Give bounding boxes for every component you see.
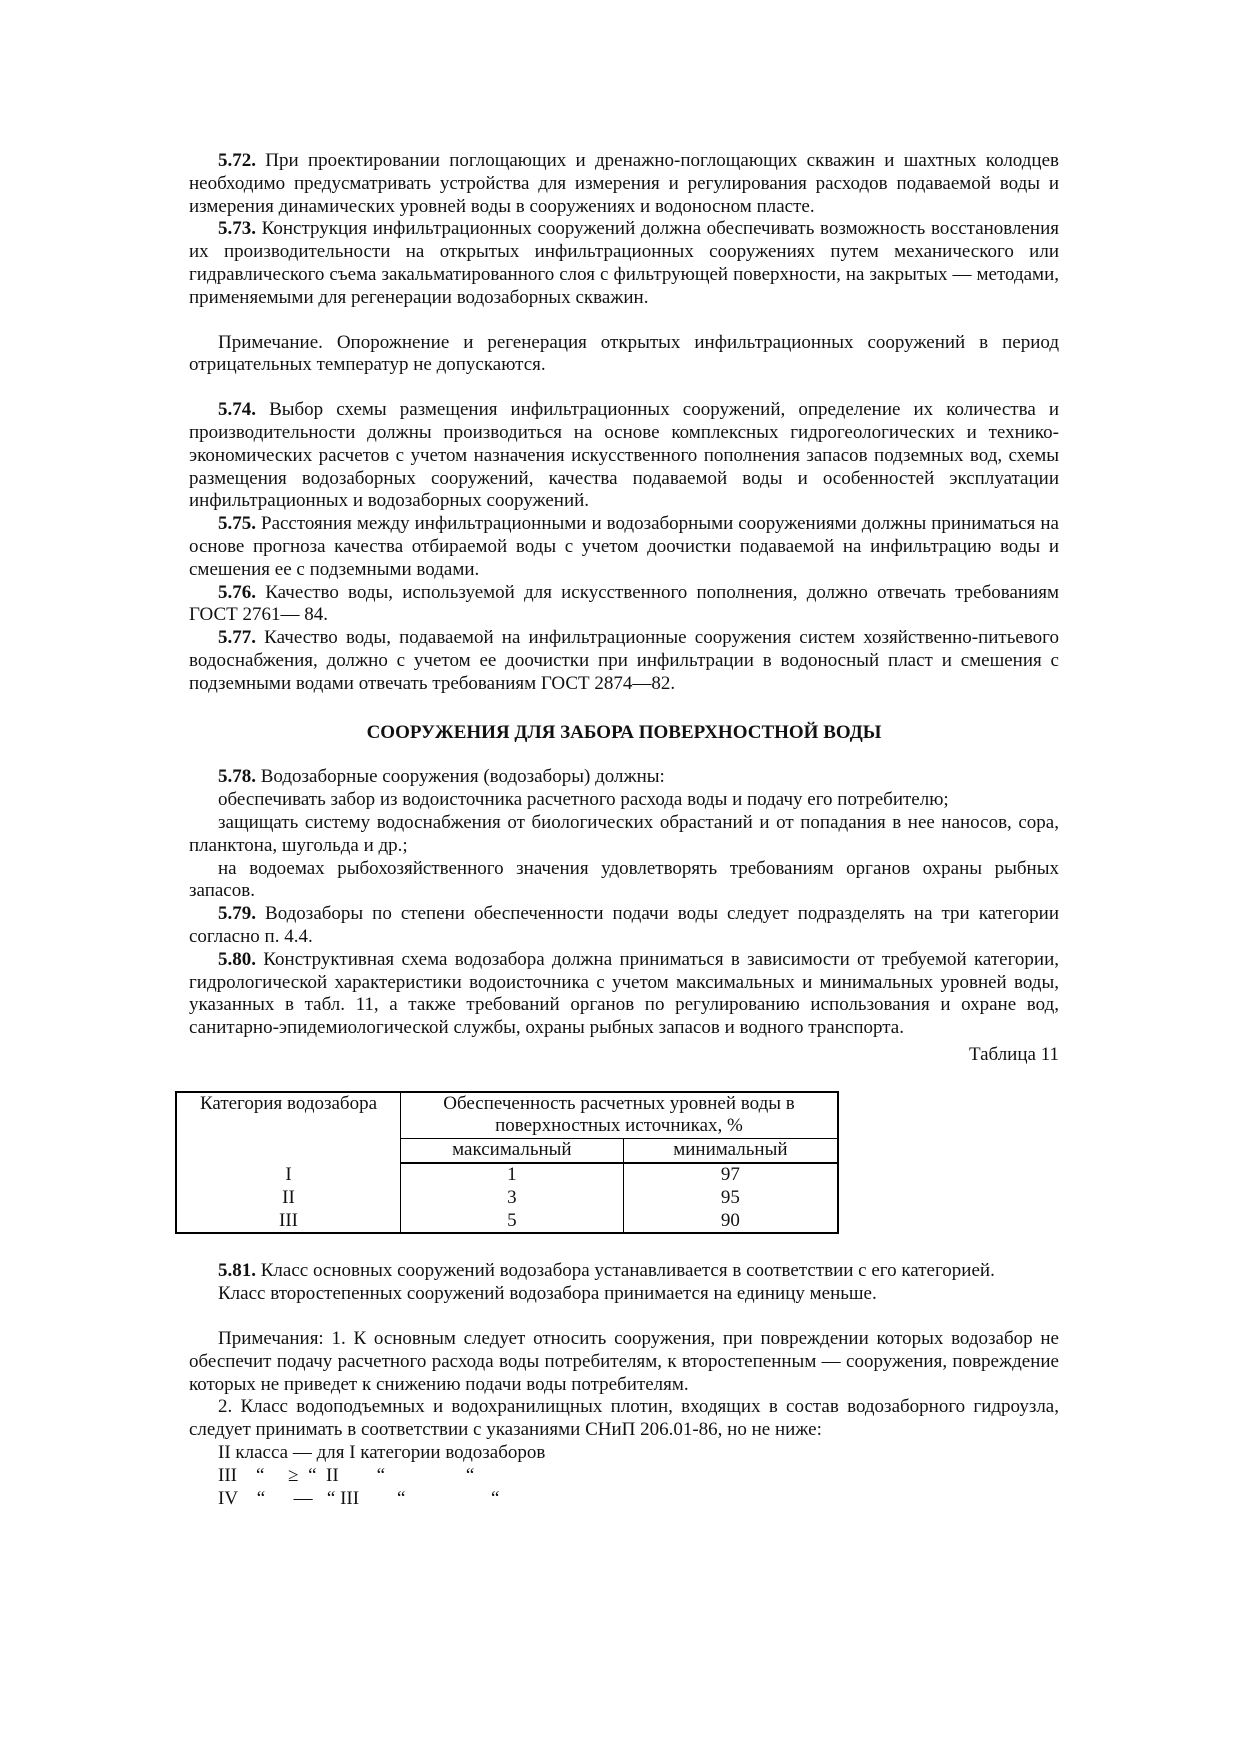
paragraph-5-78-b: защищать систему водоснабжения от биологических обрастаний и от попадания в нее наносов, сора, планктона, шугольда и др.;: [189, 811, 1059, 856]
notes-list-line-2: III “ ≥ “ II “ “: [218, 1464, 475, 1486]
paragraph-5-73: [189, 218, 1059, 309]
paragraph-5-78: [189, 766, 1059, 789]
paragraph-5-72: [189, 150, 1059, 218]
paragraph-5-81-a: Класс второстепенных сооружений водозабора принимается на единицу меньше.: [218, 1283, 877, 1305]
clause-number: 5.75.: [218, 513, 256, 535]
notes-1: Примечания: 1. К основным следует относить сооружения, при повреждении которых водозабор не обеспечит подачу расчетного расхода воды потребителям, к второстепенным — сооружения, повреждение которых не приведет к снижению подачи воды потребителям.: [189, 1328, 1059, 1395]
paragraph-5-76: [189, 582, 1059, 628]
clause-text: Качество воды, используемой для искусственного пополнения, должно отвечать требованиям ГОСТ 2761— 84.: [189, 581, 1059, 626]
clause-text: Водозаборные сооружения (водозаборы) должны:: [260, 766, 665, 788]
paragraph-5-81: [189, 1260, 1059, 1283]
paragraph-5-80: [189, 949, 1059, 1040]
clause-text: Качество воды, подаваемой на инфильтрационные сооружения систем хозяйственно-питьевого водоснабжения, должно с учетом ее доочистки при инфильтрации в водоносный пласт и смешения с подземными водами отвечать требованиям ГОСТ 2874—82.: [189, 627, 1059, 694]
clause-text: Конструкция инфильтрационных сооружений должна обеспечивать возможность восстановления их производительности на открытых инфильтрационных сооружениях путем механического или гидравлического съема закальматированного слоя с фильтрующей поверхности, на закрытых — методами, применяемыми для регенерации водозаборных скважин.: [189, 218, 1060, 308]
section-heading: СООРУЖЕНИЯ ДЛЯ ЗАБОРА ПОВЕРХНОСТНОЙ ВОДЫ: [366, 721, 882, 743]
clause-number: 5.80.: [218, 948, 256, 970]
table-row: [176, 1163, 838, 1187]
table-header-row: [176, 1092, 838, 1139]
paragraph-5-79: [189, 903, 1059, 949]
clause-number: 5.77.: [218, 627, 256, 649]
paragraph-5-78-a: обеспечивать забор из водоисточника расчетного расхода воды и подачу его потребителю;: [218, 789, 949, 811]
clause-text: Расстояния между инфильтрационными и водозаборными сооружениями должны приниматься на основе прогноза качества отбираемой воды с учетом доочистки подаваемой на инфильтрацию воды и смешения ее с подземными водами.: [189, 513, 1059, 580]
note-5-73: Примечание. Опорожнение и регенерация открытых инфильтрационных сооружений в период отрицательных температур не допускаются.: [189, 331, 1059, 376]
table-row: [176, 1187, 838, 1210]
cell-category: III: [176, 1210, 401, 1234]
notes-list-line-3: IV “ — “ III “ “: [218, 1487, 500, 1509]
table-11: [175, 1091, 839, 1235]
notes-2: 2. Класс водоподъемных и водохранилищных плотин, входящих в состав водозаборного гидроузла, следует принимать в соответствии с указаниями СНиП 206.01-86, но не ниже:: [189, 1396, 1059, 1441]
clause-text: Выбор схемы размещения инфильтрационных сооружений, определение их количества и производительности должны производиться на основе комплексных гидрогеологических и технико-экономических расчетов с учетом назначения искусственного пополнения запасов подземных вод, схемы размещения водозаборных сооружений, качества подаваемой воды и особенностей эксплуатации инфильтрационных и водозаборных сооружений.: [189, 399, 1059, 512]
cell-max: 5: [401, 1210, 624, 1234]
clause-number: 5.73.: [218, 218, 256, 240]
header-group: Обеспеченность расчетных уровней воды в поверхностных источниках, %: [443, 1092, 795, 1137]
clause-number: 5.72.: [218, 150, 256, 171]
cell-max: 3: [401, 1187, 624, 1210]
cell-max: 1: [401, 1163, 624, 1187]
paragraph-5-78-c: на водоемах рыбохозяйственного значения удовлетворять требованиям органов охраны рыбных запасов.: [189, 857, 1059, 902]
cell-category: I: [176, 1163, 401, 1187]
cell-min: 97: [720, 1164, 740, 1186]
header-min: минимальный: [623, 1139, 838, 1163]
paragraph-5-74: [189, 399, 1059, 513]
clause-number: 5.74.: [218, 399, 256, 421]
table-row: [176, 1210, 838, 1234]
table-caption: Таблица 11: [968, 1043, 1059, 1065]
cell-min: 95: [720, 1186, 740, 1208]
cell-min: 90: [720, 1209, 740, 1231]
paragraph-5-75: [189, 513, 1059, 581]
clause-text: Конструктивная схема водозабора должна приниматься в зависимости от требуемой категории, гидрологической характеристики водоисточника с учетом максимальных и минимальных уровней воды, указанных в табл. 11, а также требований органов по регулированию использования и охране вод, санитарно-эпидемиологической службы, охраны рыбных запасов и водного транспорта.: [189, 948, 1059, 1039]
notes-list-line-1: II класса — для I категории водозаборов: [218, 1442, 546, 1464]
clause-text: При проектировании поглощающих и дренажно-поглощающих скважин и шахтных колодцев необходимо предусматривать устройства для измерения и регулирования расходов подаваемой воды и измерения динамических уровней воды в сооружениях и водоносном пласте.: [189, 150, 1060, 217]
header-category: Категория водозабора: [176, 1092, 401, 1163]
clause-number: 5.81.: [218, 1260, 256, 1282]
cell-category: II: [176, 1187, 401, 1210]
clause-number: 5.79.: [218, 903, 256, 925]
paragraph-5-77: [189, 627, 1059, 695]
header-max: максимальный: [401, 1139, 624, 1163]
clause-text: Класс основных сооружений водозабора устанавливается в соответствии с его категорией.: [260, 1260, 995, 1282]
clause-text: Водозаборы по степени обеспеченности подачи воды следует подразделять на три категории согласно п. 4.4.: [189, 903, 1060, 947]
document-page: [189, 150, 1059, 1510]
clause-number: 5.78.: [218, 766, 256, 788]
clause-number: 5.76.: [218, 581, 256, 603]
